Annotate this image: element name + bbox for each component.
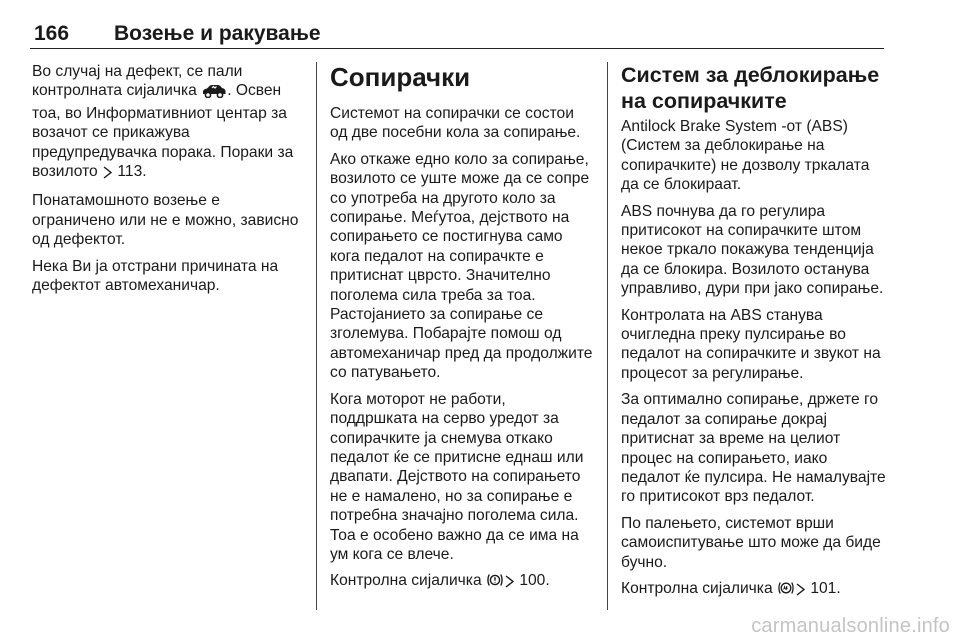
car-warning-icon — [201, 84, 227, 103]
watermark: carmanualsonline.info — [751, 615, 950, 637]
arrow-reference-icon — [795, 582, 806, 601]
page-header — [30, 22, 884, 49]
arrow-reference-icon — [504, 574, 515, 593]
col3-paragraph-4: За оптимално сопирање, држете го педалот за сопирање докрај притиснат за време на целиот процес на сопирањето, иако педалот ќе пулсира. Не намалувајте го притисокот врз педалот. — [621, 391, 886, 506]
col2-paragraph-1: Системот на сопирачки се состои од две посебни кола за сопирање. — [330, 105, 581, 142]
column-divider-1 — [316, 62, 317, 610]
column-divider-2 — [607, 62, 608, 610]
col2-paragraph-3: Кога моторот не работи, поддршката на серво уредот за сопирачките ја снемува откако педалот ќе се притисне еднаш или двапати. Дејството на сопирањето не е намалено, но за сопирање е потребна значајно поголема сила. Тоа е особено важно да се има на ум кога се влече. — [330, 390, 584, 563]
section-title-brakes: Сопирачки — [330, 62, 471, 92]
col1-paragraph-3: Нека Ви ја отстрани причината на дефектот автомеханичар. — [32, 257, 279, 295]
col3-paragraph-3: Контролата на ABS станува очигледна преку пулсирање во педалот на сопирачките и звукот на процесот за регулирање. — [621, 306, 881, 382]
col3-paragraph-5: По палењето, системот врши самоиспитување што може да биде бучно. — [621, 514, 881, 571]
column-3 — [621, 62, 886, 608]
col2-paragraph-2: Ако откаже едно коло за сопирање, возилото се уште може да се сопре со употреба на другото коло за сопирање. Меѓутоа, дејството на сопирањето се постигнува само кога педалот на сопирачкте е притиснат цврсто. Значително поголема сила треба за тоа. Растојанието за сопирање се зголемува. Побарајте помош од автомеханичар пред да продолжите со патувањето. — [330, 150, 593, 382]
section-title-abs: Систем за деблокирање на сопирачките — [621, 63, 880, 113]
chapter-title: Возење и ракување — [114, 22, 321, 45]
col3-paragraph-1: Antilock Brake System -от (ABS) (Систем за деблокирање на сопирачките) не дозволу тркалата да се блокираат. — [621, 118, 870, 194]
col1-paragraph-1: Во случај на дефект, се пали контролната сијаличка . Освен тоа, во Информативниот центар за возачот се прикажува предупредувачка порака. Пораки за возилото 113. — [32, 62, 302, 184]
brake-warning-icon — [486, 572, 504, 593]
col3-paragraph-6: Контролна сијаличка 101. — [621, 579, 886, 601]
col1-paragraph-2: Понатамошното возење е ограничено или не е можно, зависно од дефектот. — [32, 192, 299, 249]
abs-warning-icon — [777, 580, 795, 601]
col2-paragraph-4: Контролна сијаличка 100. — [330, 571, 595, 593]
column-1 — [32, 62, 302, 302]
col3-paragraph-2: ABS почнува да го регулира притисокот на сопирачките штом некое тркало покажува тенденција да се блокира. Возилото останува управливо, дури при јако сопирање. — [621, 202, 884, 298]
page-number: 166 — [34, 22, 70, 45]
column-2 — [330, 62, 595, 601]
arrow-reference-icon — [102, 165, 113, 184]
